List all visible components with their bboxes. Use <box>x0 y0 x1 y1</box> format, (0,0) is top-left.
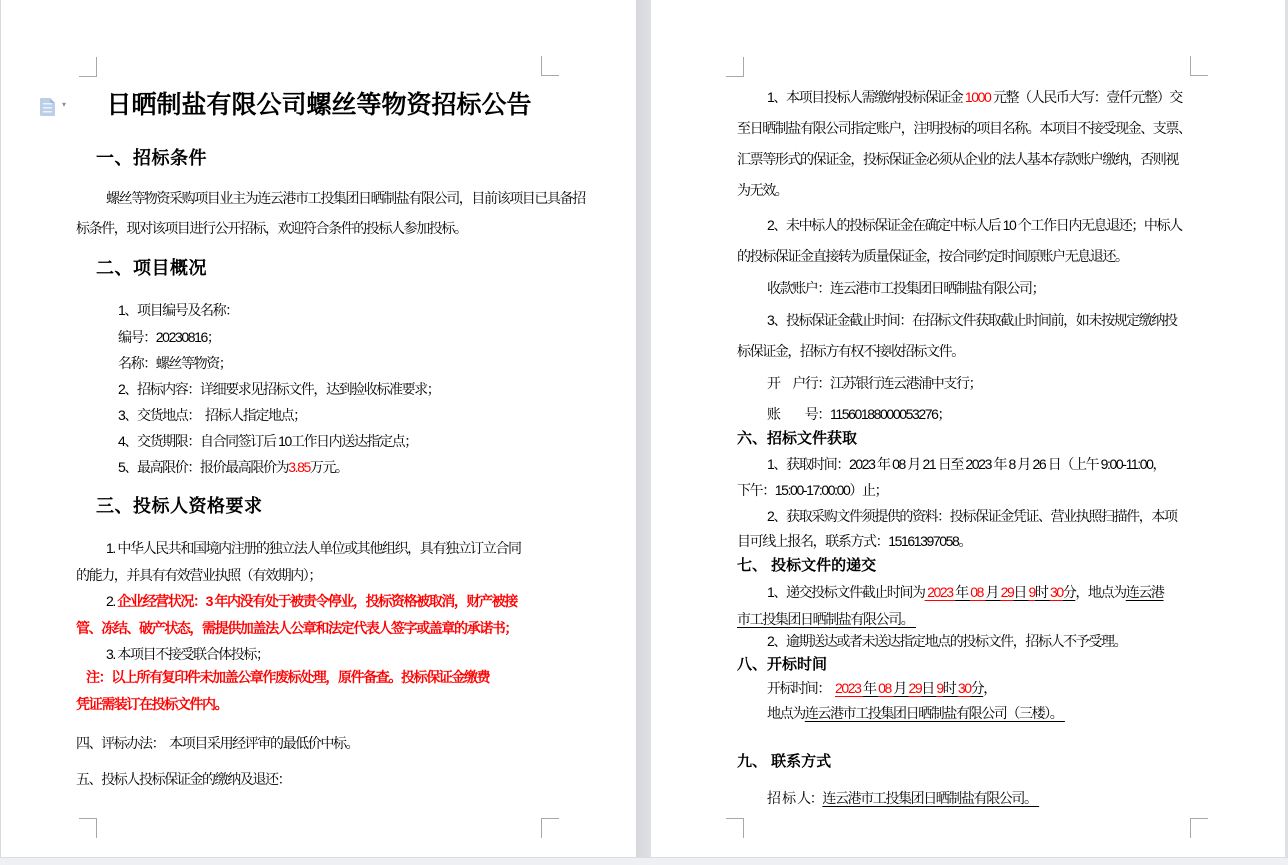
page-gap-divider <box>636 0 651 857</box>
heading-section-9 <box>737 753 831 772</box>
text-segment: 3、投标保证金截止时间：在招标文件获取截止时间前，如未按规定缴纳投 <box>767 312 1177 328</box>
text-line <box>767 89 1182 107</box>
text-line <box>737 248 1128 266</box>
text-segment: ， <box>983 680 996 696</box>
text-segment: 名称：螺丝等物资； <box>118 355 232 371</box>
text-segment: 编号：20230816； <box>118 329 220 345</box>
paste-options-button[interactable] <box>38 97 74 121</box>
text-segment: 地点为 <box>767 705 805 721</box>
text-segment: 3.85 <box>288 459 310 475</box>
text-line <box>106 190 585 208</box>
text-segment: 08 <box>970 584 986 600</box>
text-segment: 凭证需装订在投标文件内。 <box>76 696 228 712</box>
text-segment: 三、投标人资格要求 <box>96 496 263 516</box>
text-line <box>767 680 996 698</box>
text-line <box>767 280 1044 298</box>
text-line <box>737 611 916 629</box>
text-line <box>76 771 290 789</box>
text-segment: 1、本项目投标人需缴纳投标保证金 <box>767 89 965 105</box>
text-line <box>767 312 1177 330</box>
text-segment: 连云港 <box>1125 584 1164 600</box>
text-segment: 3、交货地点： 招标人指定地点； <box>118 407 306 423</box>
text-segment: 管、冻结、破产状态，需提供加盖法人公章和法定代表人签字或盖章的承诺书； <box>76 620 517 636</box>
text-segment: 标保证金，招标方有权不接收招标文件。 <box>737 343 964 359</box>
heading-section-3 <box>96 495 263 518</box>
document-page-2[interactable] <box>651 0 1285 857</box>
text-segment: 企业经营状况：3 年内没有处于被责令停业，投标资格被取消，财产被接 <box>117 593 517 609</box>
text-segment: 八、开标时间 <box>737 656 828 673</box>
crop-mark-br <box>541 818 559 838</box>
heading-section-1 <box>96 147 207 170</box>
text-segment: 月 <box>893 680 909 696</box>
text-segment: 1、递交投标文件截止时间为 <box>767 584 925 600</box>
text-segment: 29 <box>1000 584 1014 600</box>
text-segment: 2023 <box>924 584 956 600</box>
text-segment: 1. 中华人民共和国境内注册的独立法人单位或其他组织，具有独立订立合同 <box>106 540 521 556</box>
text-line <box>118 329 220 347</box>
text-segment: 1、获取时间：2023 年 08 月 21 日至 2023 年 8 月 26 日（上午 9:00-11:00， <box>767 456 1166 472</box>
text-segment: 2、逾期送达或者未送达指定地点的投标文件，招标人不予受理。 <box>767 633 1127 649</box>
text-segment: 08 <box>878 680 894 696</box>
text-line <box>118 381 439 399</box>
dropdown-arrow-icon: ▾ <box>62 100 67 109</box>
crop-mark-br <box>1190 818 1208 838</box>
text-segment: 元整（人民币大写：壹仟元整）交 <box>990 89 1182 105</box>
text-line <box>767 456 1165 474</box>
text-segment: 时 <box>1034 584 1050 600</box>
text-segment: 汇票等形式的保证金，投标保证金必须从企业的法人基本存款账户缴纳，否则视 <box>737 151 1178 167</box>
text-line <box>118 355 231 373</box>
text-line <box>767 217 1182 235</box>
text-line <box>737 120 1191 138</box>
text-segment: 9 <box>1028 584 1035 600</box>
heading-section-7 <box>737 557 876 576</box>
text-segment: 开 户行：江苏银行连云港浦中支行； <box>767 375 982 391</box>
text-segment: ，地点为 <box>1075 584 1126 600</box>
text-segment: 年 <box>955 584 971 600</box>
text-segment: 的投标保证金直接转为质量保证金，按合同约定时间原账户无息退还。 <box>737 248 1128 264</box>
text-line <box>767 790 1039 808</box>
text-segment: 日晒制盐有限公司螺丝等物资招标公告 <box>106 91 532 119</box>
text-segment: 分 <box>1062 584 1076 600</box>
crop-mark-tr <box>541 56 559 76</box>
text-line <box>767 375 981 393</box>
doc-title <box>1 90 637 121</box>
text-segment: 下午：15:00-17:00:00）止； <box>737 482 888 498</box>
text-segment: 2、获取采购文件须提供的资料：投标保证金凭证、营业执照扫描件，本项 <box>767 508 1177 524</box>
text-segment: 5、最高限价：报价最高限价为 <box>118 459 289 475</box>
text-line <box>118 407 306 425</box>
viewport-bottom-gutter <box>0 857 1288 865</box>
text-segment: 开标时间： <box>767 680 835 696</box>
crop-mark-tl <box>726 57 744 77</box>
document-page-1[interactable] <box>0 0 637 857</box>
text-segment: 七、 投标文件的递交 <box>737 557 877 574</box>
text-line <box>76 620 517 638</box>
text-line <box>118 459 348 477</box>
text-segment: 的能力，并具有有效营业执照（有效期内）； <box>76 567 321 583</box>
crop-mark-tr <box>1190 56 1208 76</box>
text-segment: 螺丝等物资采购项目业主为连云港市工投集团日晒制盐有限公司，目前该项目已具备招 <box>106 190 585 206</box>
text-segment: 万元。 <box>309 459 348 475</box>
text-line <box>76 735 358 753</box>
text-line <box>106 646 269 664</box>
text-segment: 分 <box>970 680 984 696</box>
text-segment: 29 <box>908 680 922 696</box>
text-line <box>737 343 964 361</box>
text-line <box>86 669 489 687</box>
text-line <box>767 633 1126 651</box>
text-line <box>737 482 887 500</box>
text-segment: 九、 联系方式 <box>737 753 832 770</box>
text-segment: 日 <box>921 680 937 696</box>
text-segment: 招 标 人： <box>767 790 823 806</box>
text-line <box>767 705 1065 723</box>
clipboard-document-icon <box>40 98 55 116</box>
text-segment: 一、招标条件 <box>96 148 207 168</box>
text-line <box>106 540 521 558</box>
text-segment: 9 <box>936 680 943 696</box>
text-segment: 注：以上所有复印件未加盖公章作废标处理，原件备查。投标保证金缴费 <box>86 669 490 685</box>
text-segment: 连云港市工投集团日晒制盐有限公司（三楼）。 <box>804 705 1065 721</box>
text-segment: 标条件，现对该项目进行公开招标，欢迎符合条件的投标人参加投标。 <box>76 220 467 236</box>
crop-mark-bl <box>79 818 97 838</box>
heading-section-2 <box>96 257 207 280</box>
text-segment: 1000 <box>964 89 991 105</box>
text-line <box>767 584 1164 602</box>
text-line <box>76 567 321 585</box>
text-line <box>737 182 787 200</box>
text-line <box>737 151 1178 169</box>
text-segment: 目可线上报名，联系方式：15161397058。 <box>737 533 972 549</box>
text-segment: 日 <box>1013 584 1029 600</box>
text-line <box>737 533 971 551</box>
heading-section-8 <box>737 656 827 675</box>
text-segment: 2、未中标人的投标保证金在确定中标人后 10 个工作日内无息退还；中标人 <box>767 217 1182 233</box>
text-segment: 2、招标内容：详细要求见招标文件，达到验收标准要求； <box>118 381 440 397</box>
text-segment: 2023 <box>834 680 864 696</box>
text-line <box>106 593 517 611</box>
text-segment: 为无效。 <box>737 182 788 198</box>
text-line <box>76 696 227 714</box>
text-line <box>767 508 1177 526</box>
text-line <box>76 220 467 238</box>
text-segment: 至日晒制盐有限公司指定账户，注明投标的项目名称。本项目不接受现金、支票、 <box>737 120 1191 136</box>
crop-mark-bl <box>726 818 744 838</box>
text-line <box>767 406 950 424</box>
text-segment: 收款账户：连云港市工投集团日晒制盐有限公司； <box>767 280 1045 296</box>
text-line <box>118 302 238 320</box>
text-segment: 二、项目概况 <box>96 258 207 278</box>
text-segment: 六、招标文件获取 <box>737 430 858 447</box>
text-segment: 年 <box>863 680 879 696</box>
text-line <box>118 433 417 451</box>
text-segment: 30 <box>1049 584 1063 600</box>
text-segment: 1、项目编号及名称： <box>118 302 238 318</box>
text-segment: 30 <box>957 680 971 696</box>
text-segment: 时 <box>942 680 958 696</box>
text-segment: 五、投标人投标保证金的缴纳及退还： <box>76 771 291 787</box>
text-segment: 账 号：11560188000053276； <box>767 406 951 422</box>
text-segment: 3. 本项目不接受联合体投标； <box>106 646 269 662</box>
text-segment: 月 <box>985 584 1001 600</box>
text-segment: 市工投集团日晒制盐有限公司。 <box>737 611 916 627</box>
text-segment: 四、评标办法： 本项目采用经评审的最低价中标。 <box>76 735 359 751</box>
text-segment: 连云港市工投集团日晒制盐有限公司。 <box>822 790 1040 806</box>
heading-section-6 <box>737 430 857 449</box>
text-segment: 4、交货期限：自合同签订后 10工作日内送达指定点； <box>118 433 417 449</box>
crop-mark-tl <box>79 57 97 77</box>
text-segment: 2. <box>106 593 118 609</box>
